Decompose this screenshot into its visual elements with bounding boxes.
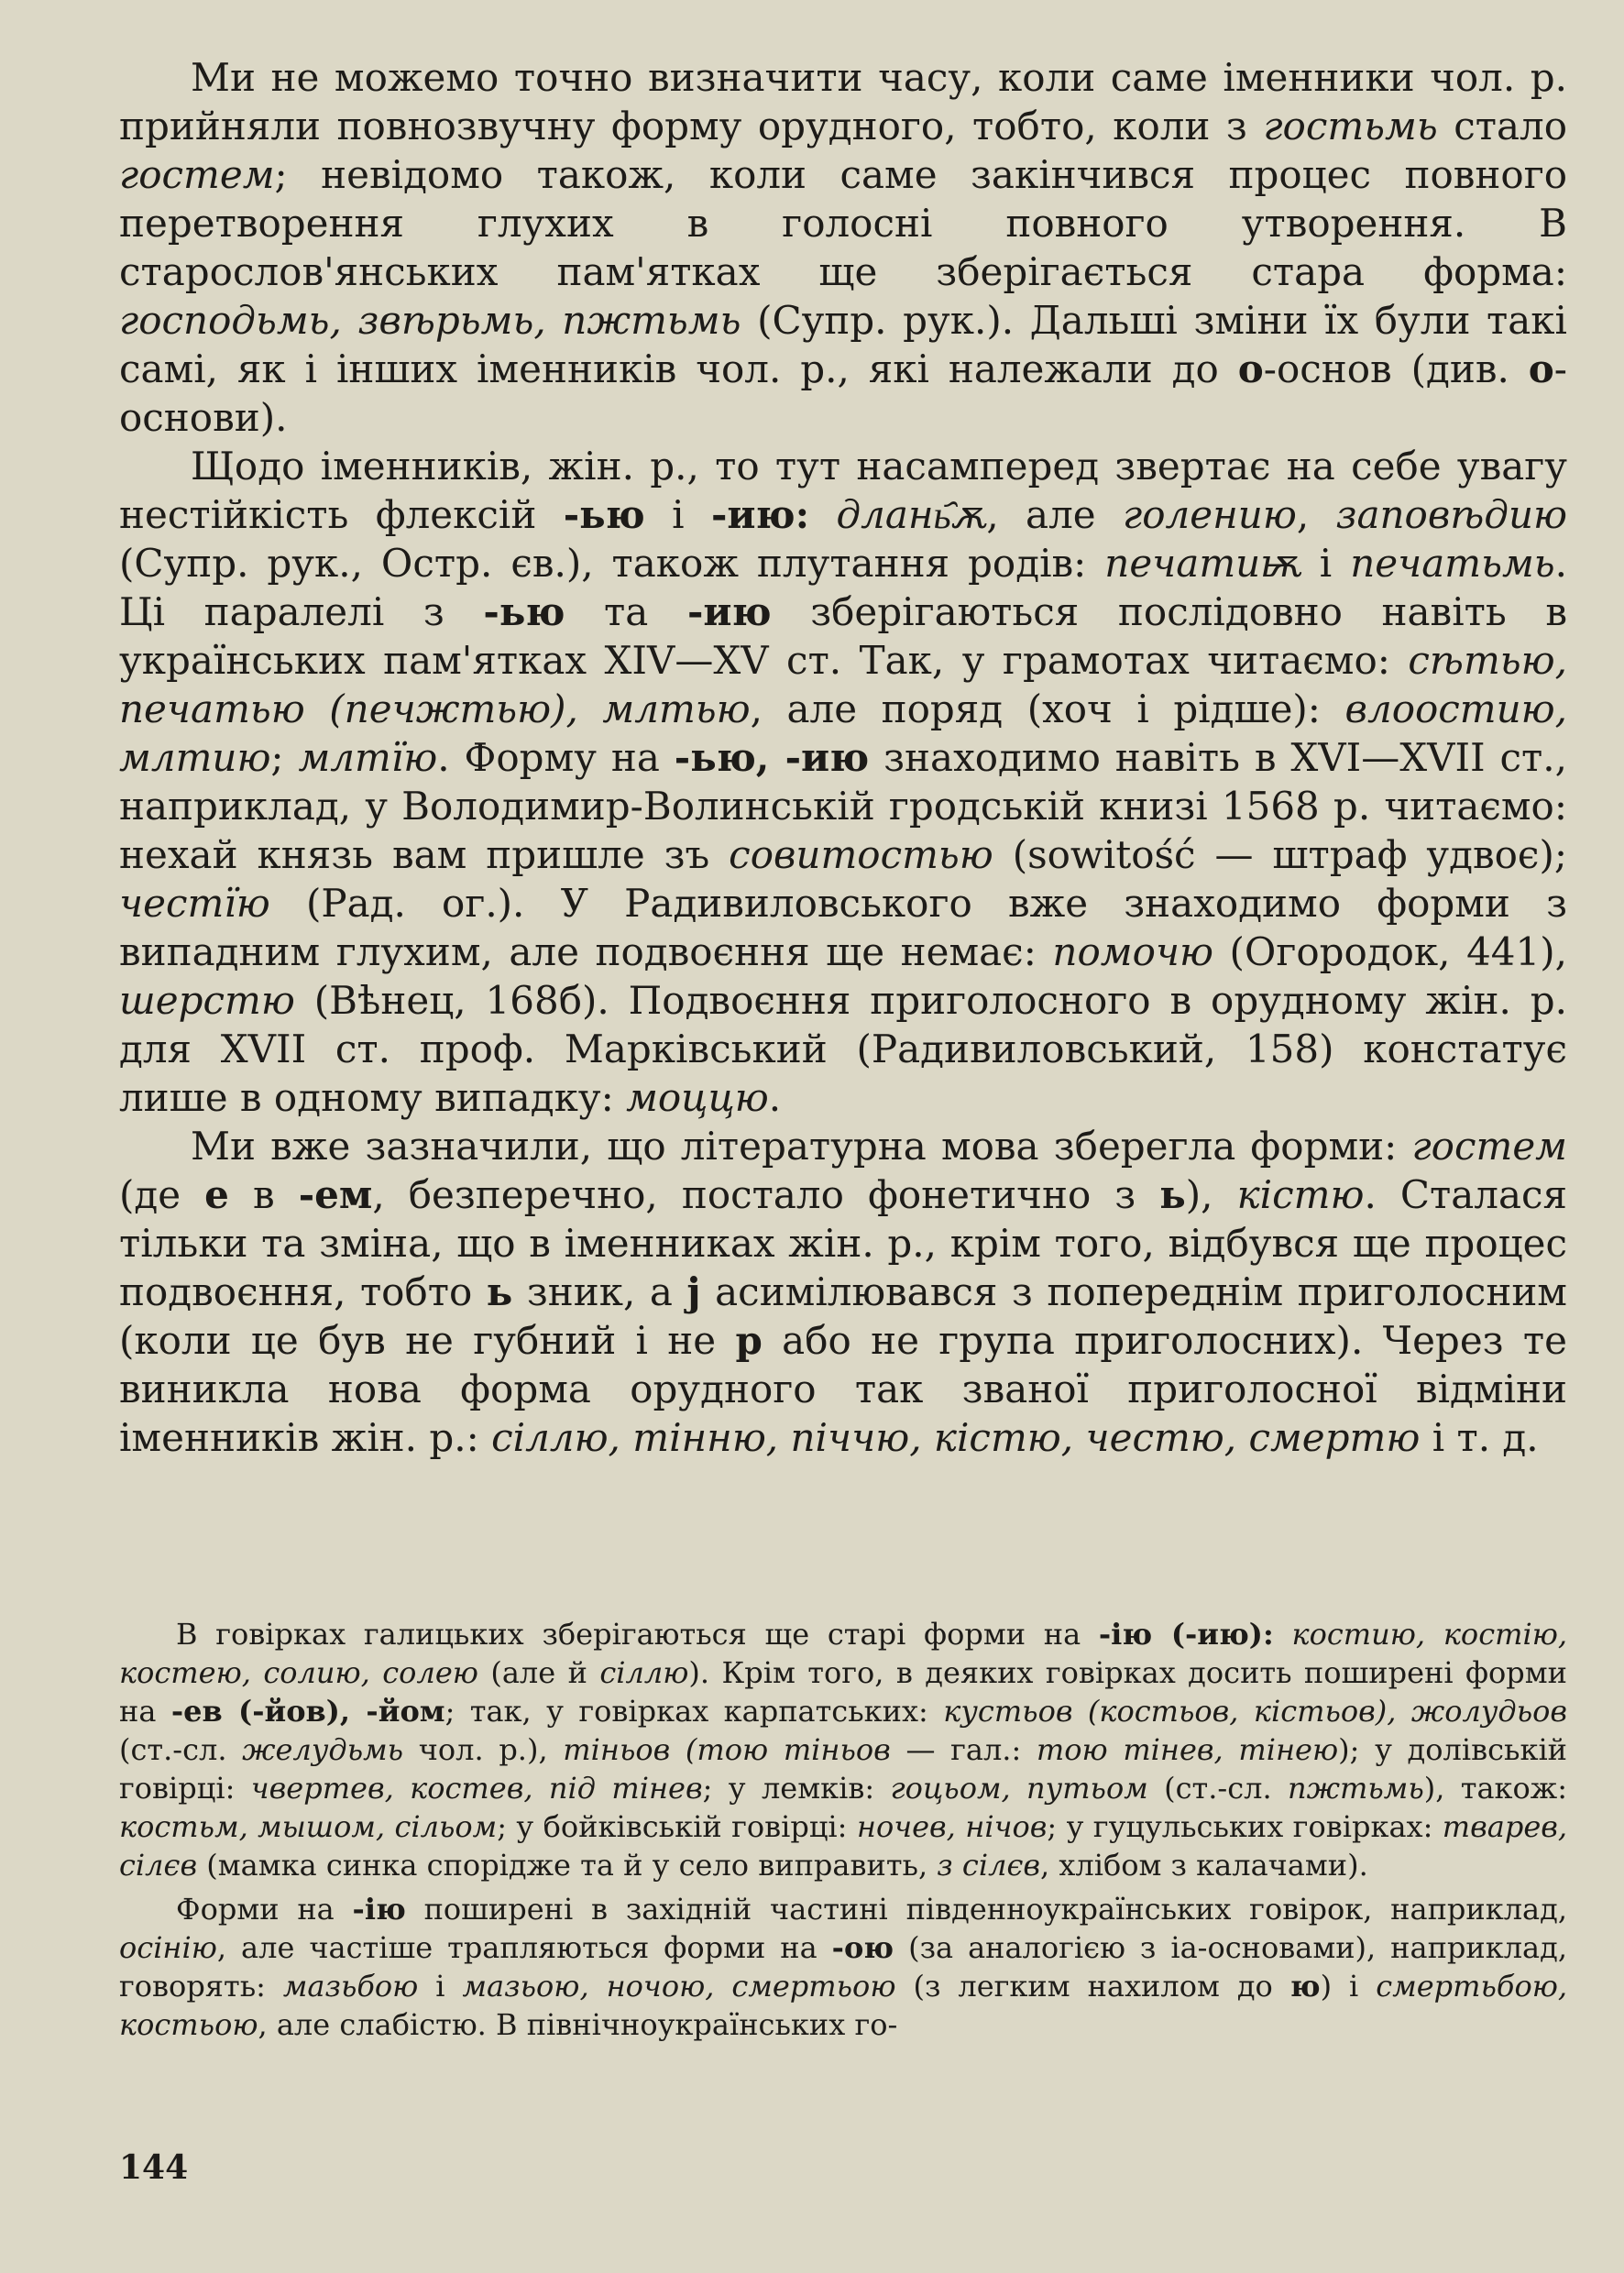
text-run: ; невідомо також, коли саме закінчився процес повного перетворення глухих в голосні повного утворення. В старослов'янських пам'ятках ще зберігається стара форма: <box>119 152 1567 294</box>
italic-form: желудьмь <box>242 1732 404 1767</box>
text-run: та <box>565 589 687 634</box>
italic-form: пжтьмь <box>1288 1771 1424 1806</box>
text-run: асимілювався з попереднім приголосним (коли це був не губний і не <box>119 1269 1567 1363</box>
text-run: (Огородок, 441), <box>1213 929 1567 974</box>
text-run: . Ці паралелі з <box>119 541 1568 634</box>
text-run: в <box>228 1172 299 1217</box>
bold-ending: -ев (-йов), -йом <box>170 1694 445 1729</box>
italic-form: млтїю <box>298 735 438 780</box>
text-run: (але й <box>477 1655 600 1690</box>
text-run: ), <box>1185 1172 1237 1217</box>
text-run: — гал.: <box>890 1732 1037 1767</box>
italic-form: осінію <box>119 1930 217 1965</box>
text-run: , але частіше трапляються форми на <box>216 1930 832 1965</box>
italic-form: заповѣдию <box>1335 492 1567 537</box>
bold-ending: -ою <box>831 1930 894 1965</box>
text-run: (мамка синка спорідже та й у село виправить, <box>197 1848 938 1883</box>
text-run: ). Крім того, в деяких говірках досить поширені форми на <box>119 1655 1568 1729</box>
note-paragraph <box>119 1890 1567 2044</box>
text-run: , але <box>986 492 1124 537</box>
paragraph <box>119 1122 1567 1462</box>
text-run: зник, а <box>512 1269 687 1314</box>
text-run: (Супр. рук.). Дальші зміни їх були такі самі, як і інших іменників чол. р., які належали до <box>119 298 1567 391</box>
text-run: Ми не можемо точно визначити часу, коли саме іменники чол. р. прийняли повнозвучну форму орудного, тобто, коли з <box>119 55 1567 148</box>
italic-form: печатиѭ <box>1104 541 1301 586</box>
text-run: ; так, у говірках карпатських: <box>444 1694 944 1729</box>
italic-form: гостем <box>1411 1124 1567 1169</box>
text-run: і <box>418 1969 463 2004</box>
italic-form: костьм, мышом, сільом <box>119 1809 498 1844</box>
text-run: і <box>644 492 711 537</box>
text-run: ; <box>270 735 299 780</box>
text-run: (за аналогією з ia-основами), наприклад, говорять: <box>119 1930 1568 2004</box>
text-run: ) і <box>1320 1969 1377 2004</box>
note-paragraph <box>119 1615 1567 1884</box>
text-run: ); у долівській говірці: <box>119 1732 1567 1806</box>
italic-form: тіньов (тою тіньов <box>563 1732 891 1767</box>
bold-ending: е <box>204 1172 229 1217</box>
italic-form: кустьов (костьов, кістьов), жолудьов <box>943 1694 1568 1729</box>
text-run: , <box>1296 492 1336 537</box>
italic-form: тварев, сілєв <box>119 1809 1568 1883</box>
text-run: ; у лемків: <box>702 1771 891 1806</box>
italic-form: кістю <box>1236 1172 1365 1217</box>
main-text <box>119 53 1567 1462</box>
italic-form: смертьбою, костьою <box>119 1969 1568 2042</box>
italic-form: честїю <box>119 881 270 926</box>
text-run: (Вѣнец, 168б). Подвоєння приголосного в орудному жін. р. для XVII ст. проф. Марківський (Радивиловський, 158) констатує лише в одному випадку: <box>119 978 1567 1120</box>
text-run: знаходимо навіть в XVI—XVII ст., наприклад, у Володимир-Волинській гродській книзі 1568 р. читаємо: нехай князь вам пришле зъ <box>119 735 1567 877</box>
text-run: ), також: <box>1423 1771 1568 1806</box>
text-run: (sowitość — штраф удвоє); <box>993 832 1567 877</box>
bold-ending: -ию: <box>710 492 810 537</box>
bold-ending: j <box>686 1269 701 1314</box>
italic-form: сѣтью, печатью (печжтью), млтью <box>119 638 1567 731</box>
italic-form: помочю <box>1052 929 1213 974</box>
text-run: ; у гуцульських говірках: <box>1047 1809 1443 1844</box>
italic-form: сіллю <box>599 1655 689 1690</box>
text-run: . Сталася тільки та зміна, що в іменниках жін. р., крім того, відбувся ще процес подвоєння, тобто <box>119 1172 1568 1314</box>
bold-ending: -ію <box>352 1892 406 1927</box>
italic-form: моццю <box>626 1075 769 1120</box>
bold-ending: о <box>1528 346 1554 391</box>
italic-form: гостем <box>119 152 275 197</box>
text-run: . Форму на <box>437 735 675 780</box>
italic-form: ночев, нічов <box>856 1809 1048 1844</box>
text-run: Ми вже зазначили, що літературна мова зберегла форми: <box>191 1124 1412 1169</box>
text-run: і <box>1300 541 1351 586</box>
text-run: (Рад. ог.). У Радивиловського вже знаходимо форми з випадним глухим, але подвоєння ще немає: <box>119 881 1567 974</box>
bold-ending: -ью <box>563 492 645 537</box>
text-run: чол. р.), <box>403 1732 564 1767</box>
text-run: . <box>768 1075 782 1120</box>
text-run: Щодо іменників, жін. р., то тут насамперед звертає на себе увагу нестійкість флексій <box>119 444 1567 537</box>
bold-ending: ь <box>1159 1172 1186 1217</box>
text-run: , але слабістю. В північноукраїнських го- <box>258 2007 898 2042</box>
italic-form: чвертев, костев, під тінев <box>250 1771 703 1806</box>
italic-form: господьмь, звѣрьмь, пжтьмь <box>119 298 741 343</box>
text-run: зберігаються послідовно навіть в українських пам'ятках XIV—XV ст. Так, у грамотах читаємо: <box>119 589 1567 683</box>
bold-ending: -ью, -ию <box>674 735 870 780</box>
italic-form: совитостью <box>729 832 993 877</box>
text-run: або не група приголосних). Через те виникла нова форма орудного так званої приголосної відміни іменників жін. р.: <box>119 1318 1567 1460</box>
text-run: (з легким нахилом до <box>895 1969 1290 2004</box>
text-run: (ст.-сл. <box>1147 1771 1289 1806</box>
text-run: (де <box>119 1172 205 1217</box>
text-run: поширені в західній частині південноукраїнських говірок, наприклад, <box>405 1892 1568 1927</box>
text-run: (ст.-сл. <box>119 1732 243 1767</box>
text-run: , безперечно, постало фонетично з <box>372 1172 1160 1217</box>
italic-form: сіллю, тінню, піччю, кістю, честю, смертю <box>491 1415 1421 1460</box>
footnote-text <box>119 1615 1567 2044</box>
text-run <box>809 492 836 537</box>
italic-form: печатьмь <box>1350 541 1555 586</box>
italic-form: костию, костію, костею, солию, солею <box>119 1617 1568 1690</box>
italic-form: гостьмь <box>1263 104 1438 148</box>
text-run: В говірках галицьких зберігаються ще старі форми на <box>176 1617 1099 1652</box>
italic-form: длань҄ѫ <box>836 492 987 537</box>
text-run: -основи). <box>119 346 1567 440</box>
text-run: стало <box>1437 104 1567 148</box>
bold-ending: -ію (-ию): <box>1098 1617 1274 1652</box>
italic-form: влоостию, млтию <box>119 686 1567 780</box>
italic-form: гоцьом, путьом <box>890 1771 1148 1806</box>
bold-ending: о <box>1237 346 1264 391</box>
text-run <box>1274 1617 1292 1652</box>
text-run: , хлібом з калачами). <box>1039 1848 1368 1883</box>
bold-ending: -ем <box>298 1172 373 1217</box>
bold-ending: -ию <box>686 589 772 634</box>
italic-form: мазьою, ночою, смертьою <box>462 1969 896 2004</box>
text-run: Форми на <box>176 1892 353 1927</box>
text-run: і т. д. <box>1420 1415 1539 1460</box>
paragraph <box>119 53 1567 442</box>
text-run: (Супр. рук., Остр. єв.), також плутання родів: <box>119 541 1105 586</box>
italic-form: тою тінев, тінею <box>1036 1732 1339 1767</box>
italic-form: мазьбою <box>282 1969 419 2004</box>
bold-ending: -ью <box>483 589 565 634</box>
italic-form: голению <box>1123 492 1297 537</box>
page-number: 144 <box>119 2148 189 2187</box>
bold-ending: ю <box>1289 1969 1321 2004</box>
text-run: , але поряд (хоч і рідше): <box>750 686 1345 731</box>
bold-ending: р <box>735 1318 763 1363</box>
text-run: -основ (див. <box>1263 346 1529 391</box>
italic-form: з сілєв <box>937 1848 1040 1883</box>
bold-ending: ь <box>486 1269 513 1314</box>
paragraph <box>119 442 1567 1122</box>
italic-form: шерстю <box>119 978 295 1023</box>
text-run: ; у бойківській говірці: <box>497 1809 857 1844</box>
